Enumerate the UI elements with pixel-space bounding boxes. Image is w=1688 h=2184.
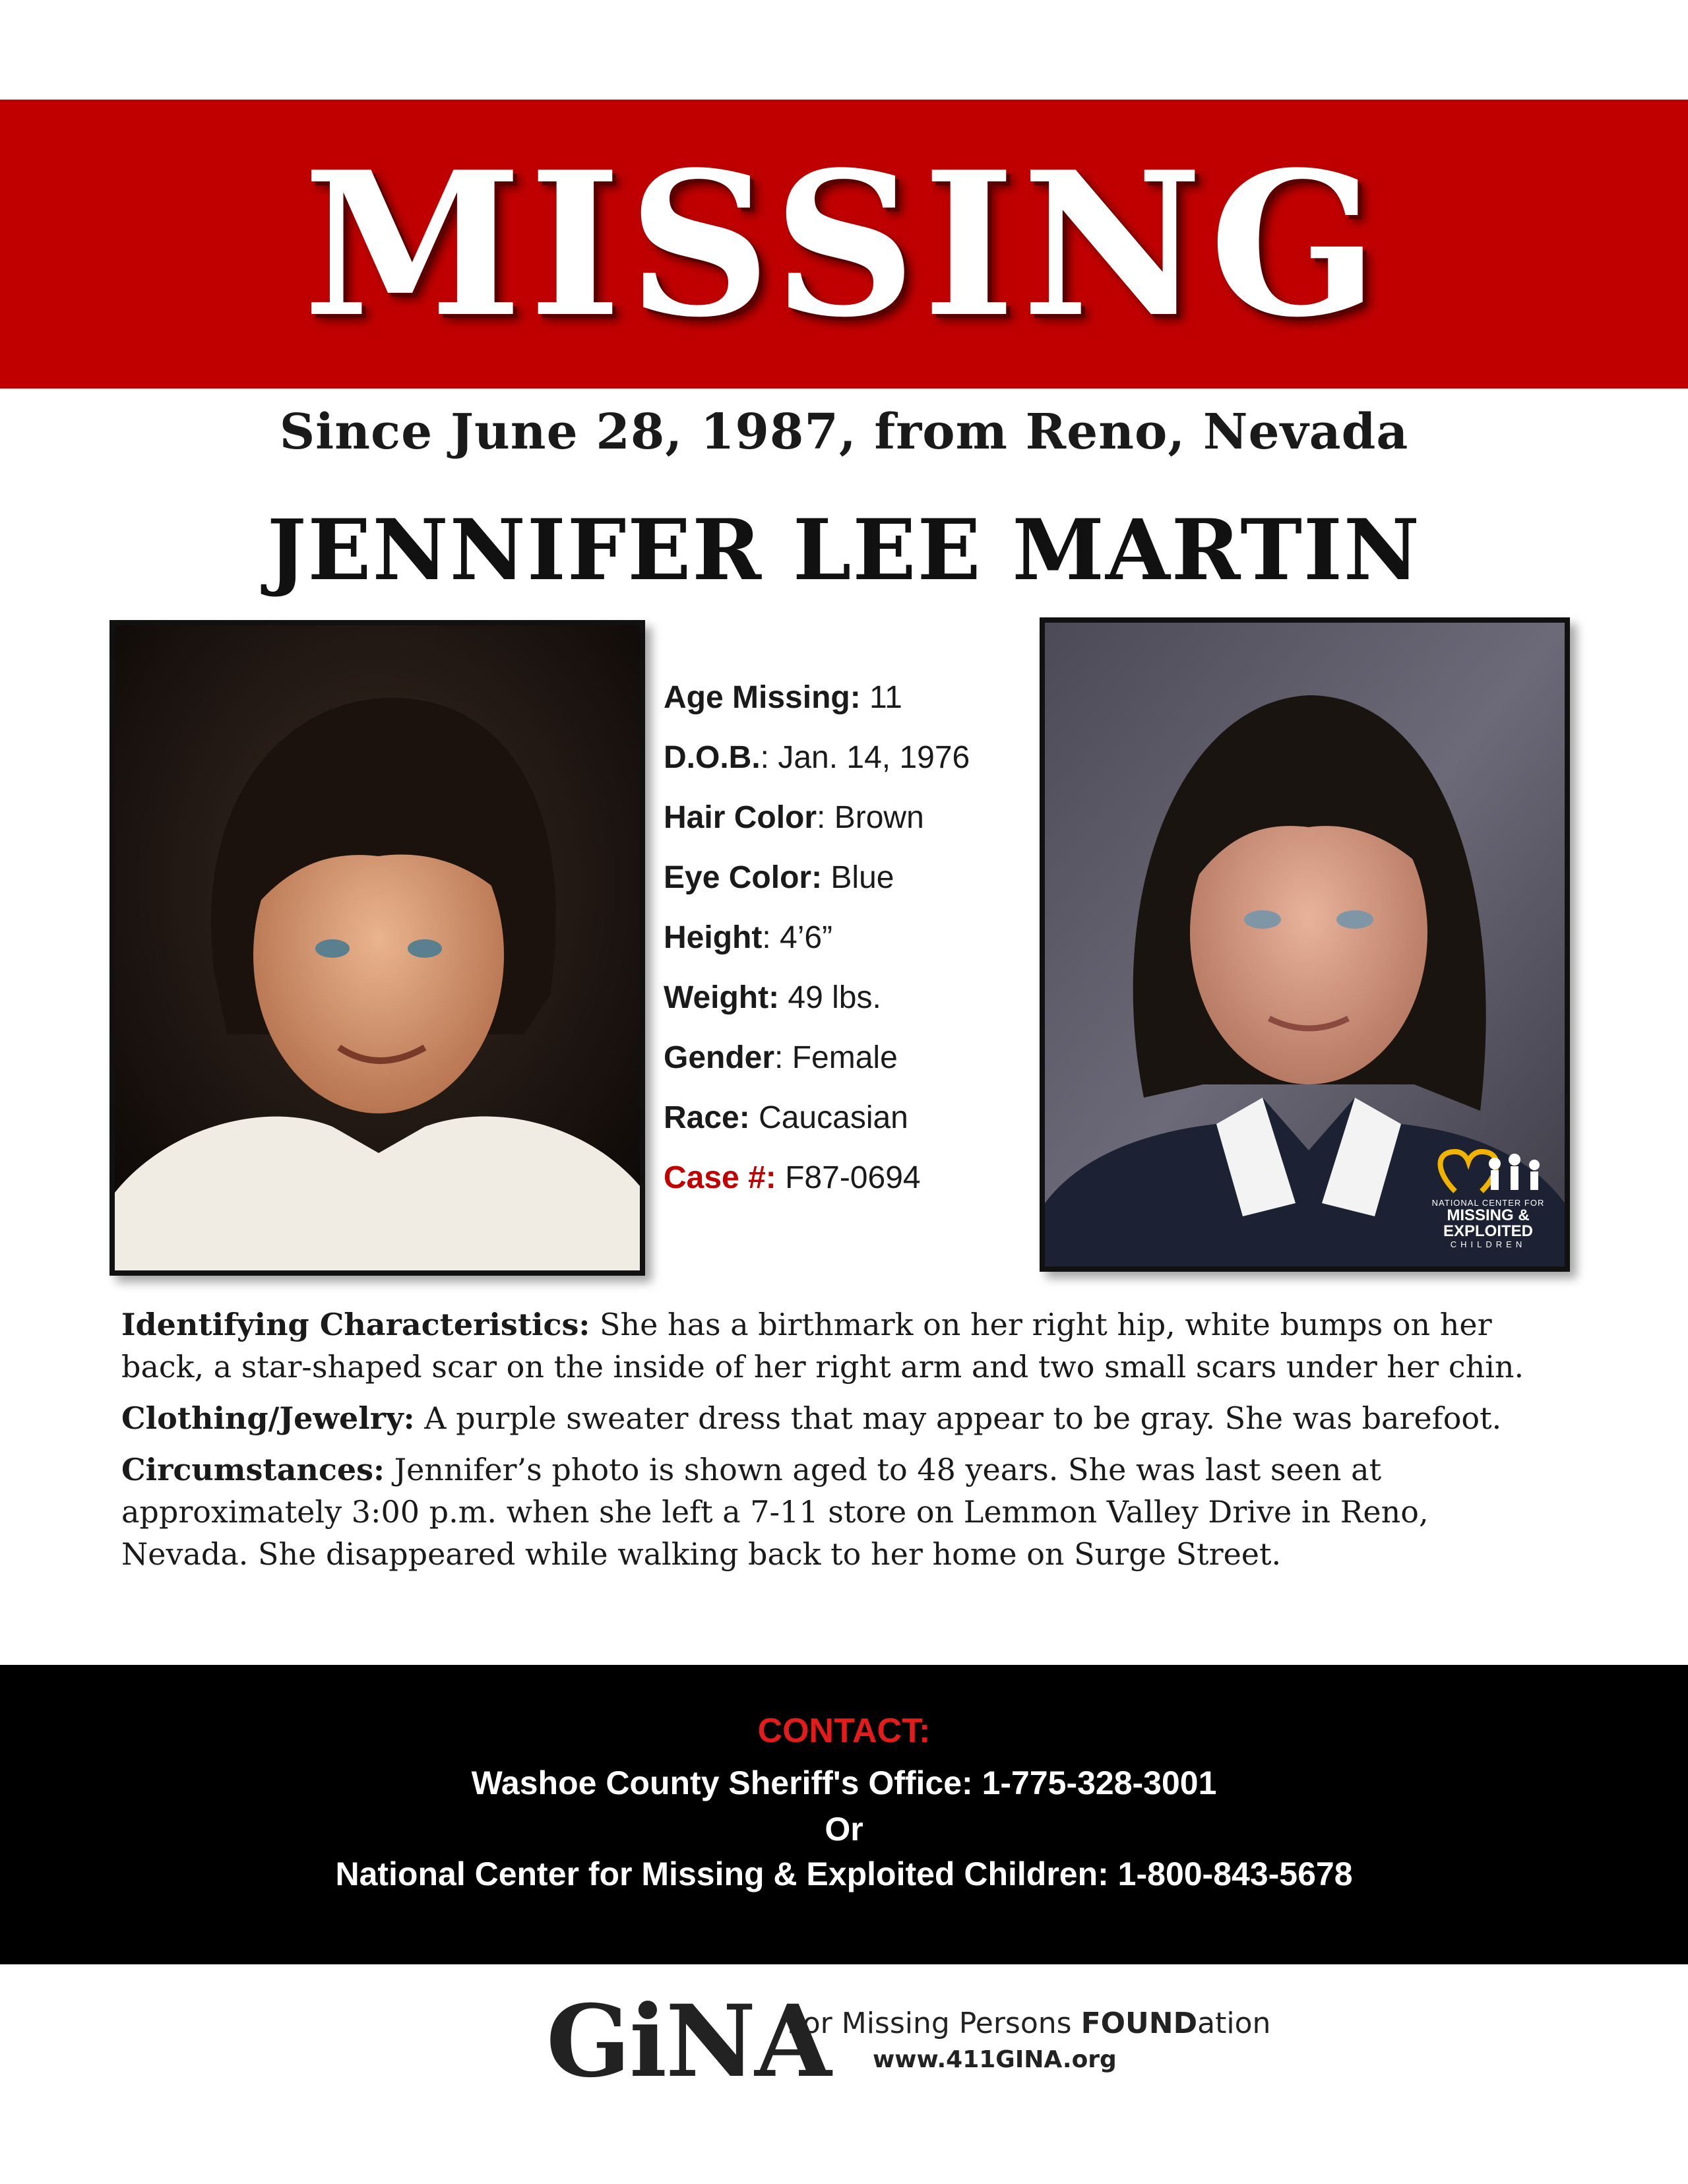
clothing-label: Clothing/Jewelry: [121,1400,415,1436]
fact-value: : Brown [817,800,924,835]
missing-banner [0,100,1688,389]
clothing-jewelry [121,1397,1540,1439]
fact-label: Gender [664,1040,775,1075]
identifying-text: She has a birthmark on her right hip, white bumps on her back, a star-shaped scar on the inside of her right arm and two small scars under her chin. [121,1307,1524,1385]
fact-eye-color [664,848,1020,908]
fact-label: Age Missing: [664,680,861,715]
missing-person-name: JENNIFER LEE MARTIN [266,501,1422,599]
fact-label: Hair Color [664,800,817,835]
childhood-photo-image [115,625,640,1270]
ncmec-logo-line2: MISSING & [1447,1206,1530,1224]
fact-gender [664,1028,1020,1088]
fact-dob [664,728,1020,788]
circumstances [121,1449,1540,1575]
fact-race [664,1088,1020,1148]
contact-heading: CONTACT: [757,1712,931,1750]
ncmec-logo [1429,1139,1547,1249]
fact-value: 11 [860,680,902,715]
contact-ncmec-line: National Center for Missing & Exploited Children: 1-800-843-5678 [335,1856,1353,1892]
fact-label: Case #: [664,1160,776,1195]
missing-since-line: Since June 28, 1987, from Reno, Nevada [279,404,1409,460]
case-details [121,1303,1540,1584]
fact-label: Height [664,920,763,955]
fact-list [664,668,1020,1208]
fact-value: Blue [822,860,894,895]
gina-tagline [787,2007,1270,2040]
fact-label: Eye Color: [664,860,823,895]
gina-tagline-post: ation [1197,2007,1271,2040]
ncmec-logo-line4: CHILDREN [1450,1239,1526,1249]
fact-value: : Jan. 14, 1976 [760,740,970,775]
contact-or: Or [825,1811,863,1848]
fact-hair-color [664,788,1020,848]
gina-tagline-bold: FOUND [1080,2007,1198,2040]
fact-label: Weight: [664,980,780,1015]
identifying-characteristics [121,1303,1540,1388]
fact-value: : Female [774,1040,898,1075]
fact-label: Race: [664,1100,750,1135]
fact-height [664,908,1020,968]
age-progressed-photo [1040,617,1570,1272]
gina-logo-mark: GiNA [546,1983,830,2100]
fact-value: 49 lbs. [779,980,881,1015]
childhood-photo [109,620,645,1276]
identifying-label: Identifying Characteristics: [121,1307,590,1342]
fact-age-missing [664,668,1020,728]
fact-label: D.O.B. [664,740,761,775]
circumstances-text: Jennifer’s photo is shown aged to 48 years. She was last seen at approximately 3:00 p.m. when she left a 7-11 store on Lemmon Valley Drive in Reno, Nevada. She disappeared while walking back to her home on Surge Street. [121,1452,1429,1572]
fact-value: Caucasian [749,1100,908,1135]
fact-case-number [664,1148,1020,1208]
ncmec-logo-line1: NATIONAL CENTER FOR [1431,1198,1545,1208]
contact-sheriff-line: Washoe County Sheriff's Office: 1-775-328-3001 [471,1764,1217,1801]
fact-weight [664,968,1020,1028]
gina-foundation-logo [546,1983,1271,2100]
gina-tagline-pre: For Missing Persons [787,2007,1081,2040]
ncmec-logo-line3: EXPLOITED [1443,1222,1534,1240]
clothing-text: A purple sweater dress that may appear to be gray. She was barefoot. [414,1400,1502,1436]
contact-box [0,1665,1688,1964]
gina-url: www.411GINA.org [873,2046,1117,2073]
ncmec-heart-icon [1429,1139,1547,1198]
fact-value: F87-0694 [776,1160,921,1195]
banner-title: MISSING [303,127,1385,361]
circumstances-label: Circumstances: [121,1452,385,1487]
fact-value: : 4’6” [762,920,833,955]
